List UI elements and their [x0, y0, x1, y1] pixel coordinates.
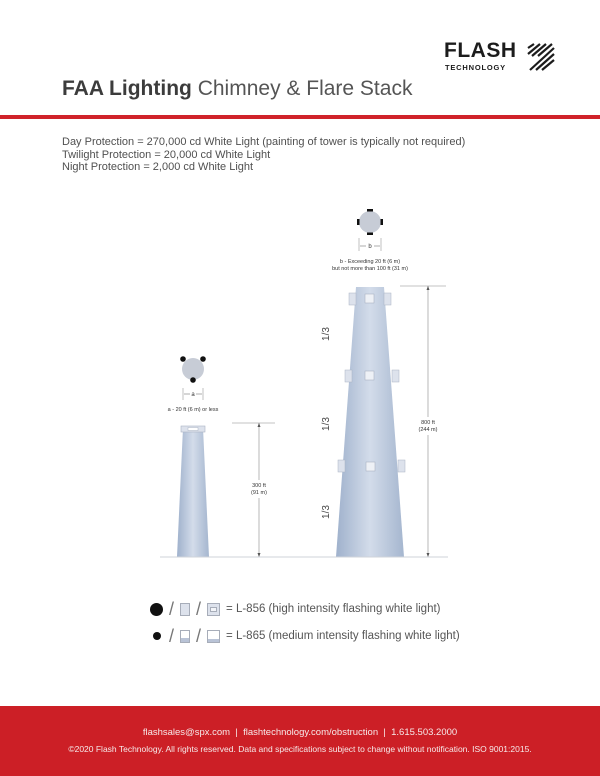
page-title — [62, 77, 412, 101]
segment-label-middle: 1/3 — [321, 417, 332, 431]
small-height-ft: 300 ft — [252, 483, 266, 489]
legend-text-l856: = L-856 (high intensity flashing white light) — [226, 603, 441, 615]
footer-contact: flashsales@spx.com | flashtechnology.com/obstruction | 1.615.503.2000 — [142, 727, 458, 738]
title-bold: FAA Lighting — [62, 77, 192, 100]
spec-night: Night Protection = 2,000 cd White Light — [62, 161, 254, 173]
large-diameter-label-1: b - Exceeding 20 ft (6 m) — [339, 259, 401, 265]
light-front-small-icon — [207, 630, 220, 643]
small-diameter-label: a - 20 ft (6 m) or less — [167, 407, 219, 413]
small-stack-top-view — [168, 356, 219, 413]
slash-divider: / — [169, 625, 175, 646]
footer — [0, 706, 600, 776]
header-divider — [0, 115, 600, 119]
large-height-m: (244 m) — [418, 427, 438, 433]
small-stack — [177, 423, 275, 557]
legend-item-l865 — [150, 625, 460, 647]
title-regular: Chimney & Flare Stack — [197, 77, 413, 100]
small-dot-icon — [153, 632, 161, 640]
spec-day: Day Protection = 270,000 cd White Light (painting of tower is typically not required) — [62, 136, 466, 148]
light-side-icon — [180, 603, 190, 616]
brand-logo — [444, 40, 564, 74]
diameter-symbol-b: b — [368, 244, 372, 250]
large-stack-top-view — [332, 209, 408, 272]
light-front-icon — [207, 603, 220, 616]
slash-divider: / — [169, 598, 175, 619]
legend — [150, 598, 460, 647]
footer-copyright: ©2020 Flash Technology. All rights reserved. Data and specifications subject to change without notification. ISO 9001:2015. — [68, 744, 532, 754]
flash-stripes-icon — [526, 42, 556, 72]
large-diameter-label-2: but not more than 100 ft (31 m) — [332, 266, 408, 272]
spec-twilight: Twilight Protection = 20,000 cd White Light — [62, 148, 271, 161]
large-stack — [321, 286, 446, 557]
light-side-small-icon — [180, 630, 190, 643]
protection-specs — [62, 136, 465, 174]
large-dot-icon — [150, 603, 163, 616]
legend-item-l856 — [150, 598, 460, 620]
stack-diagram — [0, 190, 600, 570]
diameter-symbol-a: a — [191, 392, 195, 398]
brand-subname: TECHNOLOGY — [445, 63, 506, 72]
slash-divider: / — [196, 625, 202, 646]
legend-text-l865: = L-865 (medium intensity flashing white light) — [226, 630, 460, 642]
brand-name: FLASH — [444, 39, 517, 62]
segment-label-bottom: 1/3 — [321, 505, 332, 519]
slash-divider: / — [196, 598, 202, 619]
small-height-m: (91 m) — [251, 490, 267, 496]
large-height-ft: 800 ft — [421, 420, 435, 426]
segment-label-top: 1/3 — [321, 327, 332, 341]
